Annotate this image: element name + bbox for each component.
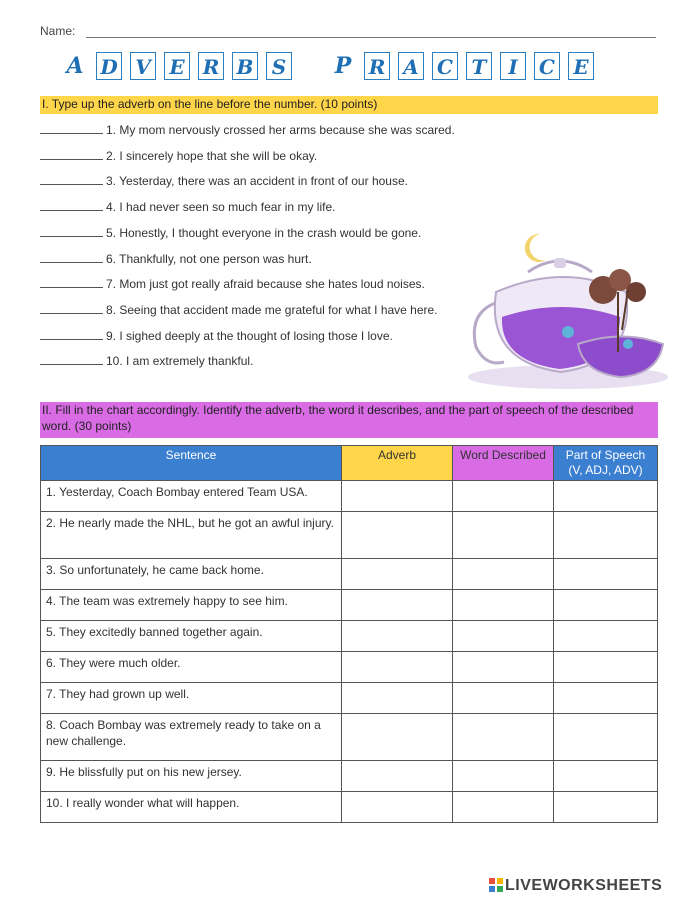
title-letter: S xyxy=(266,52,292,80)
table-row xyxy=(41,621,658,652)
table-row xyxy=(41,792,658,823)
question-item xyxy=(40,277,425,291)
question-item xyxy=(40,149,317,163)
title-letter: R xyxy=(364,52,390,80)
title-letter: P xyxy=(330,52,356,80)
title-letter: I xyxy=(500,52,526,80)
adverb-cell[interactable] xyxy=(342,714,453,761)
question-text: 9. I sighed deeply at the thought of losing those I love. xyxy=(106,328,393,343)
word-described-cell[interactable] xyxy=(453,714,554,761)
teapot-illustration xyxy=(468,232,673,392)
question-text: 5. Honestly, I thought everyone in the crash would be gone. xyxy=(106,225,422,240)
adverb-cell[interactable] xyxy=(342,761,453,792)
title-letter: A xyxy=(62,52,88,80)
question-text: 1. My mom nervously crossed her arms because she was scared. xyxy=(106,123,455,137)
word-described-cell[interactable] xyxy=(453,481,554,512)
table-row xyxy=(41,481,658,512)
answer-blank[interactable] xyxy=(40,150,103,160)
adverb-cell[interactable] xyxy=(342,559,453,590)
answer-blank[interactable] xyxy=(40,278,103,288)
word-described-cell[interactable] xyxy=(453,652,554,683)
part-of-speech-cell[interactable] xyxy=(554,512,658,559)
sentence-cell: 1. Yesterday, Coach Bombay entered Team USA. xyxy=(41,481,342,512)
adverb-cell[interactable] xyxy=(342,621,453,652)
sentence-cell: 7. They had grown up well. xyxy=(41,683,342,714)
adverb-cell[interactable] xyxy=(342,652,453,683)
part-of-speech-cell[interactable] xyxy=(554,761,658,792)
part2-instructions: II. Fill in the chart accordingly. Identify the adverb, the word it describes, and the part of speech of the described word. (30 points) xyxy=(40,402,658,438)
adverb-cell[interactable] xyxy=(342,792,453,823)
sentence-cell: 4. The team was extremely happy to see him. xyxy=(41,590,342,621)
adverb-chart xyxy=(40,445,658,823)
part-of-speech-cell[interactable] xyxy=(554,714,658,761)
answer-blank[interactable] xyxy=(40,355,103,365)
word-described-cell[interactable] xyxy=(453,683,554,714)
sentence-cell: 3. So unfortunately, he came back home. xyxy=(41,559,342,590)
table-row xyxy=(41,559,658,590)
sentence-cell: 8. Coach Bombay was extremely ready to take on a new challenge. xyxy=(41,714,342,761)
sentence-cell: 2. He nearly made the NHL, but he got an awful injury. xyxy=(41,512,342,559)
part-of-speech-cell[interactable] xyxy=(554,792,658,823)
part-of-speech-cell[interactable] xyxy=(554,559,658,590)
sentence-cell: 6. They were much older. xyxy=(41,652,342,683)
name-label: Name: xyxy=(40,24,76,38)
adverb-cell[interactable] xyxy=(342,512,453,559)
word-described-cell[interactable] xyxy=(453,792,554,823)
word-described-cell[interactable] xyxy=(453,761,554,792)
table-row xyxy=(41,652,658,683)
title-letter: C xyxy=(534,52,560,80)
title-letter: A xyxy=(398,52,424,80)
answer-blank[interactable] xyxy=(40,175,103,185)
question-text: 4. I had never seen so much fear in my life. xyxy=(106,200,336,215)
answer-blank[interactable] xyxy=(40,253,103,263)
title-letter: C xyxy=(432,52,458,80)
answer-blank[interactable] xyxy=(40,330,103,340)
question-item xyxy=(40,226,421,240)
part1-instructions: I. Type up the adverb on the line before the number. (10 points) xyxy=(40,96,658,114)
title-letter: D xyxy=(96,52,122,80)
name-input-line[interactable] xyxy=(86,37,656,38)
answer-blank[interactable] xyxy=(40,227,103,237)
header-word-described: Word Described xyxy=(453,446,554,481)
header-adverb: Adverb xyxy=(342,446,453,481)
word-described-cell[interactable] xyxy=(453,512,554,559)
table-row xyxy=(41,761,658,792)
adverb-cell[interactable] xyxy=(342,683,453,714)
part-of-speech-cell[interactable] xyxy=(554,481,658,512)
title-letter: E xyxy=(164,52,190,80)
title-letter: T xyxy=(466,52,492,80)
adverb-cell[interactable] xyxy=(342,481,453,512)
part-of-speech-cell[interactable] xyxy=(554,652,658,683)
title-letter: E xyxy=(568,52,594,80)
header-sentence: Sentence xyxy=(41,446,342,481)
logo-text: LIVEWORKSHEETS xyxy=(505,877,663,894)
title-letter: V xyxy=(130,52,156,80)
sentence-cell: 5. They excitedly banned together again. xyxy=(41,621,342,652)
part-of-speech-cell[interactable] xyxy=(554,621,658,652)
question-item xyxy=(40,123,455,137)
table-row xyxy=(41,714,658,761)
question-item xyxy=(40,174,408,188)
word-described-cell[interactable] xyxy=(453,590,554,621)
adverb-cell[interactable] xyxy=(342,590,453,621)
answer-blank[interactable] xyxy=(40,201,103,211)
question-text: 3. Yesterday, there was an accident in front of our house. xyxy=(106,174,408,189)
title-letter: B xyxy=(232,52,258,80)
question-text: 8. Seeing that accident made me grateful for what I have here. xyxy=(106,302,438,317)
logo-blocks-icon xyxy=(489,878,503,892)
question-text: 2. I sincerely hope that she will be okay. xyxy=(106,148,318,163)
question-item xyxy=(40,354,253,368)
table-row xyxy=(41,683,658,714)
question-text: 6. Thankfully, not one person was hurt. xyxy=(106,251,312,266)
part-of-speech-cell[interactable] xyxy=(554,683,658,714)
header-part-of-speech: Part of Speech (V, ADJ, ADV) xyxy=(554,446,658,481)
sentence-cell: 9. He blissfully put on his new jersey. xyxy=(41,761,342,792)
question-text: 10. I am extremely thankful. xyxy=(106,354,254,369)
table-row xyxy=(41,590,658,621)
table-row xyxy=(41,512,658,559)
word-described-cell[interactable] xyxy=(453,559,554,590)
title-letter: R xyxy=(198,52,224,80)
question-text: 7. Mom just got really afraid because she hates loud noises. xyxy=(106,277,425,292)
part-of-speech-cell[interactable] xyxy=(554,590,658,621)
question-item xyxy=(40,200,335,214)
question-item xyxy=(40,329,393,343)
question-item xyxy=(40,252,312,266)
answer-blank[interactable] xyxy=(40,304,103,314)
question-item xyxy=(40,303,438,317)
moon-icon xyxy=(525,234,546,262)
word-described-cell[interactable] xyxy=(453,621,554,652)
answer-blank[interactable] xyxy=(40,124,103,134)
liveworksheets-logo xyxy=(489,877,662,895)
sentence-cell: 10. I really wonder what will happen. xyxy=(41,792,342,823)
